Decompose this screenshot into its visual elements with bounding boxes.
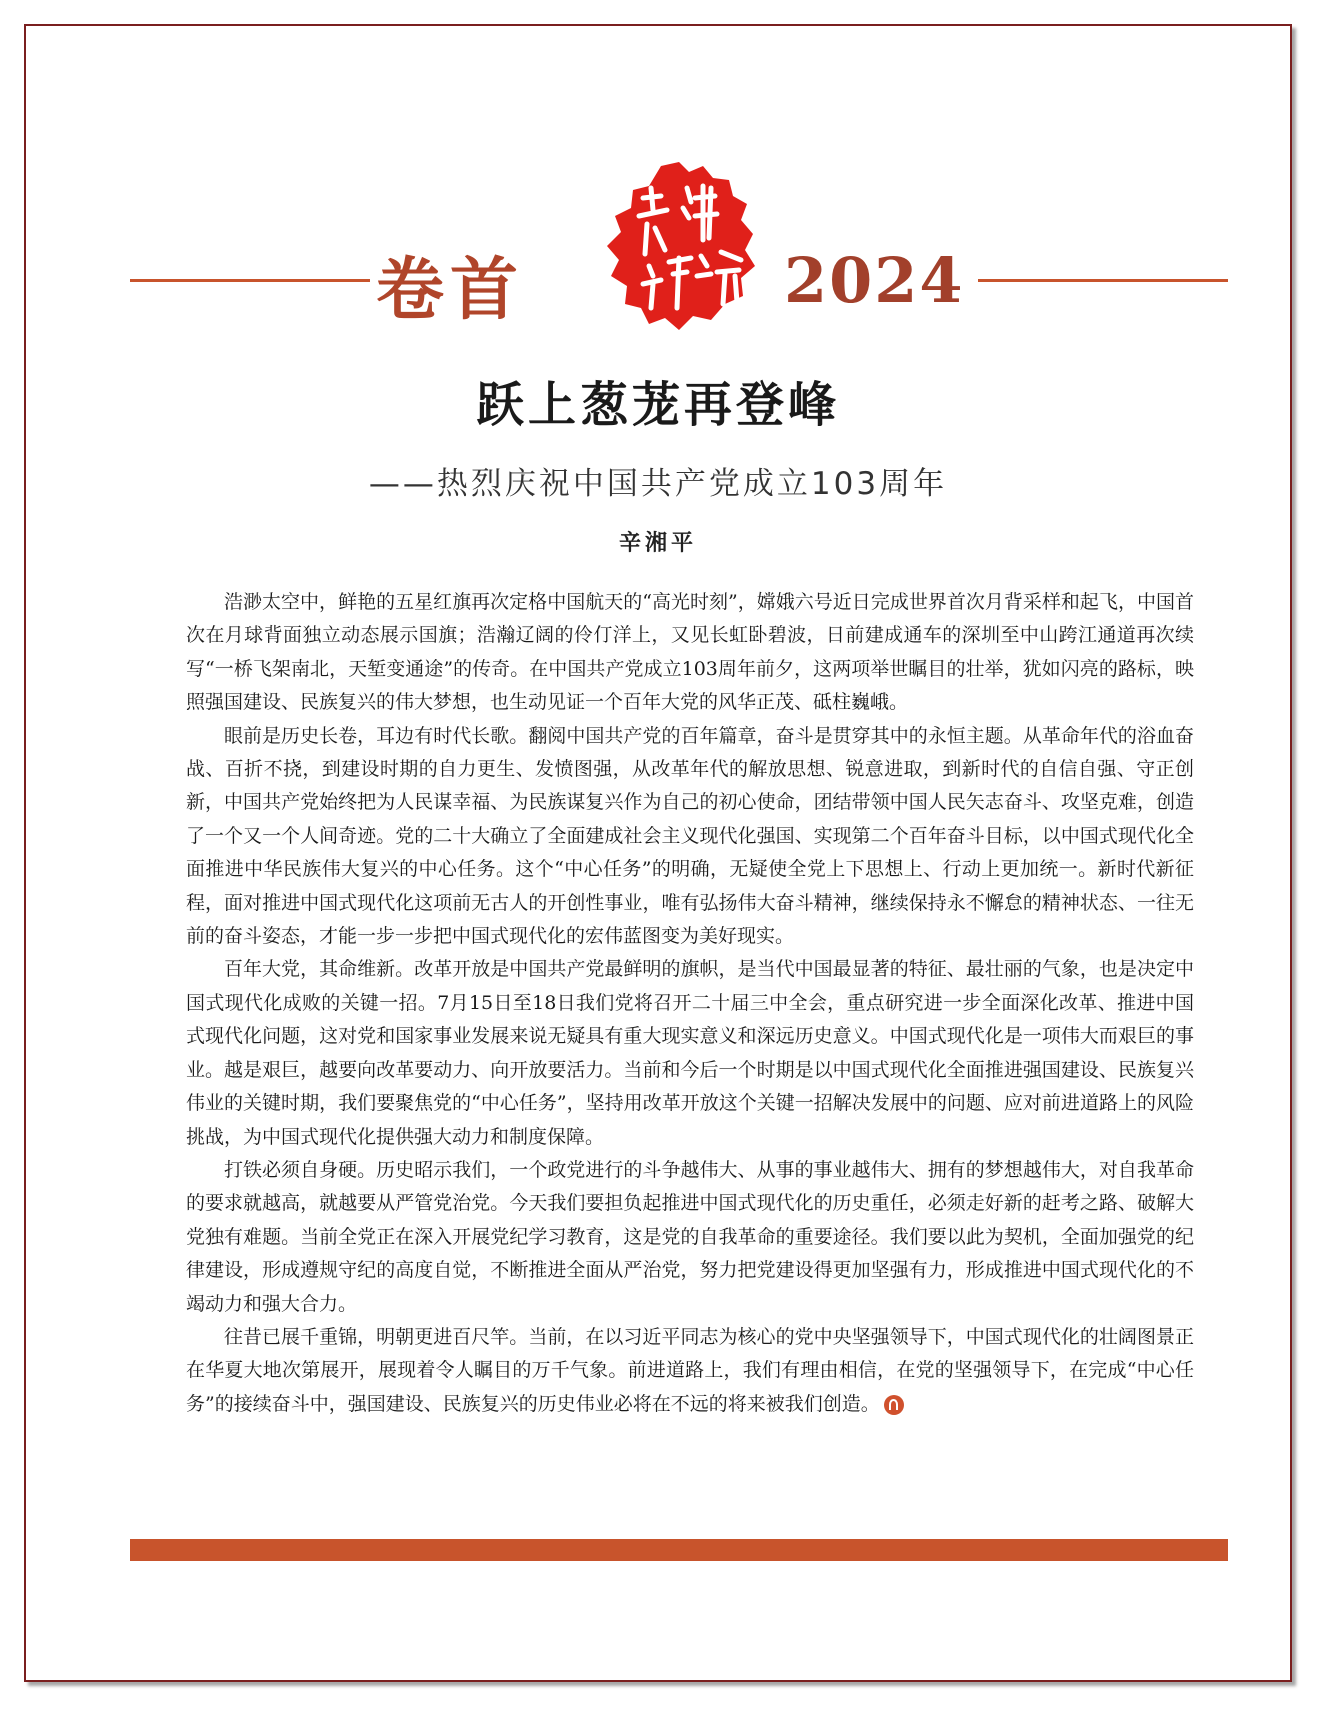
- year-label: 2024: [784, 244, 965, 317]
- paragraph: 往昔已展千重锦，明朝更进百尺竿。当前，在以习近平同志为核心的党中央坚强领导下，中国式现代化的壮阔图景正在华夏大地次第展开，展现着令人瞩目的万千气象。前进道路上，我们有理由相信，在党的坚强领导下，在完成“中心任务”的接续奋斗中，强国建设、民族复兴的历史伟业必将在不远的将来被我们创造。: [186, 1325, 1194, 1415]
- column-label: 卷首: [376, 251, 525, 330]
- bottom-bar: [130, 1539, 1228, 1561]
- masthead: [26, 26, 1290, 366]
- article-author: 辛湘平: [618, 530, 697, 556]
- article-subtitle: ——热烈庆祝中国共产党成立103周年: [368, 466, 948, 502]
- logo-text: [591, 158, 592, 159]
- end-mark-icon: [884, 1395, 904, 1415]
- paragraph-last: [186, 1321, 1194, 1421]
- paragraph: 百年大党，其命维新。改革开放是中国共产党最鲜明的旗帜，是当代中国最显著的特征、最壮丽的气象，也是决定中国式现代化成败的关键一招。7月15日至18日我们党将召开二十届三中全会，重点研究进一步全面深化改革、推进中国式现代化问题，这对党和国家事业发展来说无疑具有重大现实意义和深远历史意义。中国式现代化是一项伟大而艰巨的事业。越是艰巨，越要向改革要动力、向开放要活力。当前和今后一个时期是以中国式现代化全面推进强国建设、民族复兴伟业的关键时期，我们要聚焦党的“中心任务”，坚持用改革开放这个关键一招解决发展中的问题、应对前进道路上的风险挑战，为中国式现代化提供强大动力和制度保障。: [186, 958, 1194, 1148]
- masthead-rule-left: [130, 279, 370, 282]
- hunan-map-logo-icon: [591, 158, 771, 338]
- article-body: [186, 586, 1194, 1421]
- article-title: 跃上葱茏再登峰: [475, 377, 840, 433]
- paragraph: 眼前是历史长卷，耳边有时代长歌。翻阅中国共产党的百年篇章，奋斗是贯穿其中的永恒主题。从革命年代的浴血奋战、百折不挠，到建设时期的自力更生、发愤图强，从改革年代的解放思想、锐意进取，到新时代的自信自强、守正创新，中国共产党始终把为人民谋幸福、为民族谋复兴作为自己的初心使命，团结带领中国人民矢志奋斗、攻坚克难，创造了一个又一个人间奇迹。党的二十大确立了全面建成社会主义现代化强国、实现第二个百年奋斗目标，以中国式现代化全面推进中华民族伟大复兴的中心任务。这个“中心任务”的明确，无疑使全党上下思想上、行动上更加统一。新时代新征程，面对推进中国式现代化这项前无古人的开创性事业，唯有弘扬伟大奋斗精神，继续保持永不懈怠的精神状态、一往无前的奋斗姿态，才能一步一步把中国式现代化的宏伟蓝图变为美好现实。: [186, 724, 1194, 948]
- paragraph: 打铁必须自身硬。历史昭示我们，一个政党进行的斗争越伟大、从事的事业越伟大、拥有的梦想越伟大，对自我革命的要求就越高，就越要从严管党治党。今天我们要担负起推进中国式现代化的历史重任，必须走好新的赶考之路、破解大党独有难题。当前全党正在深入开展党纪学习教育，这是党的自我革命的重要途径。我们要以此为契机，全面加强党的纪律建设，形成遵规守纪的高度自觉，不断推进全面从严治党，努力把党建设得更加坚强有力，形成推进中国式现代化的不竭动力和强大合力。: [186, 1158, 1194, 1315]
- page-frame: [24, 24, 1292, 1682]
- paragraph: 浩渺太空中，鲜艳的五星红旗再次定格中国航天的“高光时刻”，嫦娥六号近日完成世界首次月背采样和起飞，中国首次在月球背面独立动态展示国旗；浩瀚辽阔的伶仃洋上，又见长虹卧碧波，日前建成通车的深圳至中山跨江通道再次续写“一桥飞架南北，天堑变通途”的传奇。在中国共产党成立103周年前夕，这两项举世瞩目的壮举，犹如闪亮的路标，映照强国建设、民族复兴的伟大梦想，也生动见证一个百年大党的风华正茂、砥柱巍峨。: [186, 591, 1194, 714]
- masthead-rule-right: [978, 279, 1228, 282]
- magazine-logo-icon: [591, 158, 771, 338]
